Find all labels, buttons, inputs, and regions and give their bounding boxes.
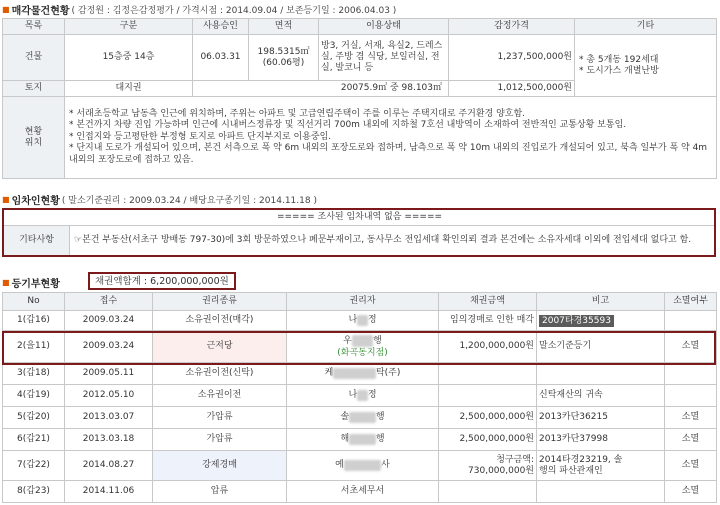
- row-note: [537, 481, 665, 503]
- holder-last-char: 탁(주): [375, 368, 401, 378]
- redacted-mask: [333, 368, 376, 379]
- redacted-mask: [349, 412, 376, 423]
- row-amount: [439, 481, 537, 503]
- row-no: 7(갑22): [3, 451, 65, 481]
- row-type: 가압류: [153, 407, 287, 429]
- holder-first-char: 솔: [340, 412, 350, 422]
- etc-text: ☞본건 부동산(서초구 방배동 797-30)에 3회 방문하였으나 폐문부재이고, 동사무소 전입세대 확인의뢰 결과 본건에는 소유자세대 이외에 전입세대 없다고 함.: [70, 226, 716, 256]
- holder-last-char: 행: [375, 412, 385, 422]
- building-kind: 15층중 14층: [65, 35, 193, 81]
- row-note: [537, 363, 665, 385]
- table-row: [3, 407, 717, 429]
- row-status: 소멸: [665, 331, 717, 363]
- row-status: 소멸: [665, 407, 717, 429]
- redacted-mask: [357, 315, 368, 326]
- row-no: 2(을11): [3, 331, 65, 363]
- table-row: [3, 481, 717, 503]
- registry-table: [2, 292, 717, 503]
- section-title-text: 매각물건현황: [11, 5, 70, 17]
- table-row: [3, 363, 717, 385]
- section-title-registry-status: [2, 275, 60, 289]
- location-description: * 서래초등학교 남동측 인근에 위치하며, 주위는 아파트 및 고급연립주택이 주를 이루는 주택지대로 주거환경 양호함. * 본건까지 차량 진입 가능하며 인근에 시내버스정류장 및 직선거리 700m 내외에 지하철 7호선 내방역이 소재하여 전반적인 교통상황 보통임. * 인접지와 등고평탄한 부정형 토지로 아파트 단지부지로 이용중임. * 단지내 도로가 개설되어 있으며, 본건 서측으로 폭 약 6m 내외의 포장도로와 접하며, 남측으로 폭 약 10m 내외의 진입로가 개설되어 있고, 북측 일부가 폭 약 4m 내외의 포장도로에 접하고 있음.: [65, 97, 717, 179]
- row-amount: 2,500,000,000원: [439, 407, 537, 429]
- table-row: [3, 429, 717, 451]
- row-amount: 임의경매로 인한 매각: [439, 311, 537, 331]
- redacted-mask: [349, 434, 376, 445]
- row-no: 3(갑18): [3, 363, 65, 385]
- building-approved: 06.03.31: [193, 35, 249, 81]
- row-type: 강제경매: [153, 451, 287, 481]
- row-label-building: 건물: [3, 35, 65, 81]
- col-header-area: 면적: [249, 19, 319, 35]
- redacted-mask: [357, 390, 368, 401]
- col-header-amount: 채권금액: [439, 293, 537, 311]
- row-status: 소멸: [665, 481, 717, 503]
- row-status: 소멸: [665, 429, 717, 451]
- holder-first-char: 케: [324, 368, 334, 378]
- land-price: 1,012,500,000원: [449, 81, 575, 97]
- col-header-approved: 사용승인: [193, 19, 249, 35]
- no-tenant-message: ===== 조사된 임차내역 없음 =====: [4, 210, 716, 226]
- row-no: 4(갑19): [3, 385, 65, 407]
- sale-property-table: [2, 18, 717, 179]
- row-holder: [287, 311, 439, 331]
- row-date: 2012.05.10: [65, 385, 153, 407]
- row-status: [665, 311, 717, 331]
- row-type: 소유권이전: [153, 385, 287, 407]
- table-row: [3, 331, 717, 363]
- row-no: 1(갑16): [3, 311, 65, 331]
- row-note: [537, 311, 665, 331]
- col-header-no: No: [3, 293, 65, 311]
- row-date: 2014.08.27: [65, 451, 153, 481]
- row-no: 8(갑23): [3, 481, 65, 503]
- holder-first-char: 예: [335, 460, 344, 470]
- col-header-type: 권리종류: [153, 293, 287, 311]
- row-date: 2014.11.06: [65, 481, 153, 503]
- row-holder: [287, 363, 439, 385]
- bullet-icon: ■: [2, 4, 10, 14]
- land-kind: 대지권: [65, 81, 193, 97]
- row-holder: [287, 385, 439, 407]
- col-header-usage: 이용상태: [319, 19, 449, 35]
- row-note: 말소기준등기: [537, 331, 665, 363]
- tenant-info: ( 말소기준권리 : 2009.03.24 / 배당요구종기일 : 2014.11.18 ): [61, 195, 317, 206]
- row-holder: [287, 407, 439, 429]
- col-header-etc: 기타: [575, 19, 717, 35]
- row-date: 2013.03.07: [65, 407, 153, 429]
- case-number-tag: 2007타경35593: [539, 315, 614, 327]
- section-title-tenant-status: [2, 192, 317, 206]
- redacted-mask: [352, 335, 373, 347]
- row-amount: [439, 363, 537, 385]
- holder-last-char: 행: [373, 335, 382, 346]
- col-header-note: 비고: [537, 293, 665, 311]
- col-header-date: 접수: [65, 293, 153, 311]
- col-header-holder: 권리자: [287, 293, 439, 311]
- row-status: [665, 363, 717, 385]
- row-date: 2013.03.18: [65, 429, 153, 451]
- bullet-icon: ■: [2, 277, 10, 287]
- row-date: 2009.03.24: [65, 331, 153, 363]
- row-note: 2013카단36215: [537, 407, 665, 429]
- holder-first-char: 우: [343, 335, 352, 346]
- row-amount: [439, 385, 537, 407]
- section-title-text: 등기부현황: [11, 278, 60, 290]
- building-usage: 방3, 거실, 서재, 욕실2, 드레스실, 주방 겸 식당, 보일러실, 전실, 발코니 등: [319, 35, 449, 81]
- row-type: 가압류: [153, 429, 287, 451]
- row-type: 압류: [153, 481, 287, 503]
- col-header-list: 목록: [3, 19, 65, 35]
- holder-last-char: 행: [375, 434, 385, 444]
- holder-last-char: 정: [367, 315, 377, 325]
- row-amount: 1,200,000,000원: [439, 331, 537, 363]
- building-price: 1,237,500,000원: [449, 35, 575, 81]
- row-type: 근저당: [153, 331, 287, 363]
- holder-last-char: 정: [367, 390, 377, 400]
- section-title-sale-status: [2, 2, 396, 16]
- row-amount: 청구금액: 730,000,000원: [439, 451, 537, 481]
- row-status: [665, 385, 717, 407]
- row-no: 6(갑21): [3, 429, 65, 451]
- section-title-text: 임차인현황: [11, 195, 60, 207]
- row-amount: 2,500,000,000원: [439, 429, 537, 451]
- total-claim-amount: 채권액합계 : 6,200,000,000원: [88, 272, 236, 290]
- row-holder: [287, 331, 439, 363]
- row-date: 2009.05.11: [65, 363, 153, 385]
- row-label-land: 토지: [3, 81, 65, 97]
- etc-label: 기타사항: [4, 226, 70, 256]
- row-note: 2013카단37998: [537, 429, 665, 451]
- table-row: [3, 311, 717, 331]
- row-label-location: 현황 위치: [3, 97, 65, 179]
- holder-first-char: 나: [348, 390, 358, 400]
- tenant-table: [3, 209, 716, 256]
- row-holder: [287, 451, 439, 481]
- appraisal-info: ( 감정원 : 김정은감정평가 / 가격시점 : 2014.09.04 / 보존등기일 : 2006.04.03 ): [71, 5, 397, 16]
- etc-info: * 총 5개동 192세대 * 도시가스 개별난방: [575, 35, 717, 97]
- holder-branch: (화곡동지점): [337, 347, 388, 358]
- row-date: 2009.03.24: [65, 311, 153, 331]
- row-no: 5(갑20): [3, 407, 65, 429]
- bullet-icon: ■: [2, 194, 10, 204]
- table-row: [3, 385, 717, 407]
- col-header-kind: 구분: [65, 19, 193, 35]
- row-type: 소유권이전(매각): [153, 311, 287, 331]
- row-note: 신탁재산의 귀속: [537, 385, 665, 407]
- row-note: 2014타경23219, 솔 행의 파산관재인: [537, 451, 665, 481]
- row-holder: 서초세무서: [287, 481, 439, 503]
- holder-last-char: 사: [381, 460, 390, 470]
- col-header-price: 감정가격: [449, 19, 575, 35]
- row-holder: [287, 429, 439, 451]
- building-area: 198.5315㎡ (60.06평): [249, 35, 319, 81]
- land-area: 20075.9㎡ 중 98.103㎡: [193, 81, 449, 97]
- row-type: 소유권이전(신탁): [153, 363, 287, 385]
- table-row: [3, 451, 717, 481]
- redacted-mask: [344, 460, 381, 471]
- holder-first-char: 나: [348, 315, 358, 325]
- col-header-status: 소멸여부: [665, 293, 717, 311]
- holder-first-char: 해: [340, 434, 350, 444]
- row-status: 소멸: [665, 451, 717, 481]
